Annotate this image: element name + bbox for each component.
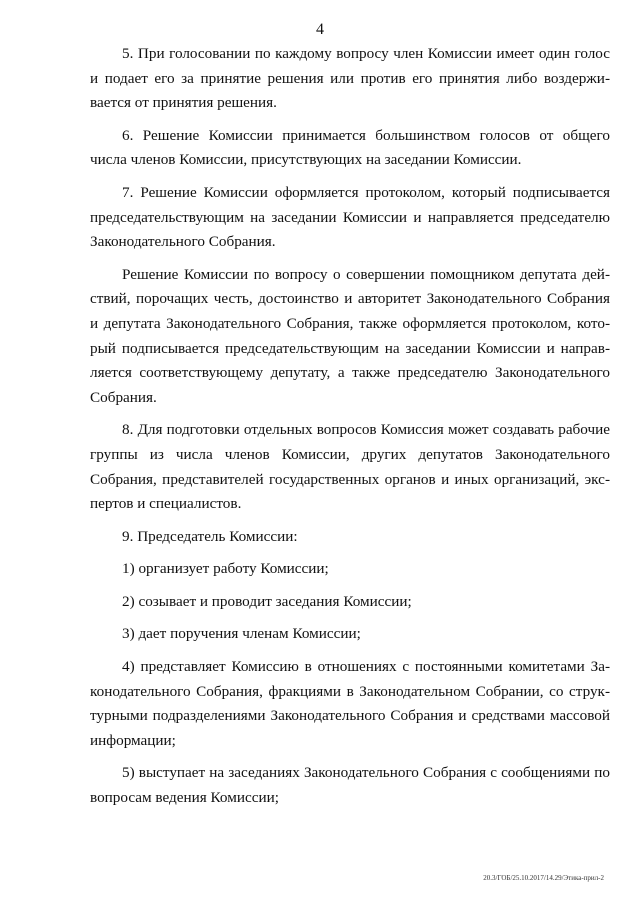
footer-document-code: 20.3/ГОБ/25.10.2017/14.29/Этика-прил-2 bbox=[483, 874, 604, 882]
list-item-4: 4) представляет Комиссию в отношениях с постоянными комитетами Законодательного Собрания, фракциями в Законодательном Собрании, со структурными подразделениями Законодательного Собрания и средствами массовой информации; bbox=[90, 658, 610, 749]
list-item-2: 2) созывает и проводит заседания Комиссии; bbox=[122, 592, 412, 610]
page-number: 4 bbox=[316, 21, 324, 38]
list-item-5: 5) выступает на заседаниях Законодательного Собрания с сообщениями по вопросам ведения Комиссии; bbox=[90, 764, 610, 807]
paragraph-8: 8. Для подготовки отдельных вопросов Комиссия может создавать рабочие группы из числа членов Комиссии, других депутатов Законодательного Собрания, представителей государственных органов и иных организаций, экспертов и специалистов. bbox=[90, 421, 610, 513]
paragraph-7-continued: Решение Комиссии по вопросу о совершении помощником депутата действий, порочащих честь, достоинство и авторитет Законодательного Собрания и депутата Законодательного Собрания, также оформляется протоколом, который подписывается председательствующим на заседании Комиссии и направляется соответствующему депутату, а также председателю Законодательного Собрания. bbox=[90, 265, 610, 406]
document-body bbox=[90, 42, 610, 819]
list-item-1: 1) организует работу Комиссии; bbox=[122, 560, 329, 578]
paragraph-9-heading: 9. Председатель Комиссии: bbox=[122, 527, 298, 545]
paragraph-6: 6. Решение Комиссии принимается большинством голосов от общего числа членов Комиссии, присутствующих на заседании Комиссии. bbox=[90, 126, 610, 169]
paragraph-7: 7. Решение Комиссии оформляется протоколом, который подписывается председательствующим на заседании Комиссии и направляется председателю Законодательного Собрания. bbox=[90, 183, 610, 251]
list-item-3: 3) дает поручения членам Комиссии; bbox=[122, 625, 361, 643]
paragraph-5: 5. При голосовании по каждому вопросу член Комиссии имеет один голос и подает его за принятие решения или против его принятия либо воздерживается от принятия решения. bbox=[90, 45, 610, 112]
